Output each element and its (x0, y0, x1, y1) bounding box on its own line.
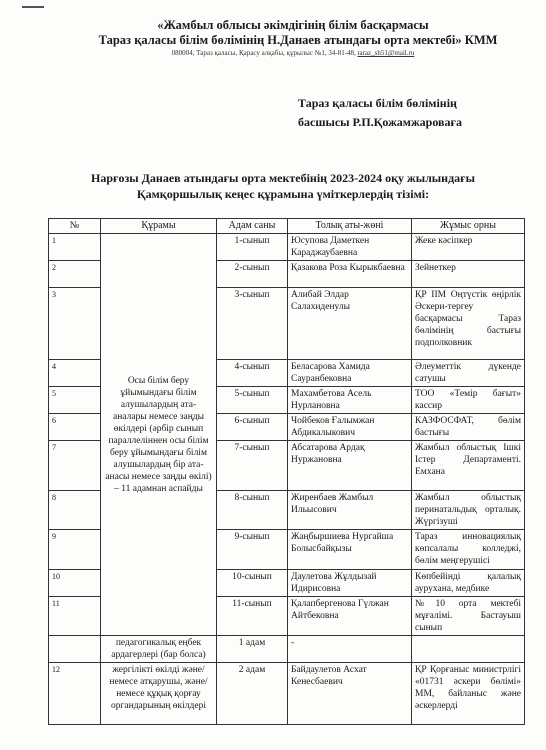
row-workplace: ҚР ІІМ Оңтүстік өңірлік Әскери-тергеу басқармасы Тараз бөлімінің бастығы подполковник (412, 288, 525, 360)
row-workplace: Жамбыл облыстық перинатальдық орталық. Жүргізуші (412, 491, 525, 530)
row-class: 5-сынып (217, 387, 288, 414)
header-fullname: Толық аты-жөні (288, 219, 412, 234)
row-fullname: - (288, 636, 412, 663)
letterhead-line-2: Тараз қаласы білім бөлімінің Н.Данаев атындағы орта мектебі» КММ (98, 33, 498, 47)
header-count: Адам саны (217, 219, 288, 234)
row-class: 2-сынып (217, 261, 288, 288)
header-composition: Құрамы (101, 219, 217, 234)
row-workplace: Әлеуметтік дүкенде сатушы (412, 360, 525, 387)
row-fullname: Жаңбыршиева Нургайша Болысбайқызы (288, 530, 412, 570)
row-class: 3-сынып (217, 288, 288, 360)
addressee-block (298, 94, 462, 132)
row-class: 6-сынып (217, 414, 288, 441)
row-workplace: Тараз инновациялық көпсалалы колледжі, бөлім меңгерушісі (412, 530, 525, 570)
row-fullname: Даулетова Жұлдызай Идирисовна (288, 570, 412, 597)
title-line-1: Нарғозы Данаев атындағы орта мектебінің 2023-2024 оқу жылындағы (91, 171, 475, 185)
row-class: 7-сынып (217, 441, 288, 491)
row-fullname: Чойбеков Ғалымжан Абдикалыкович (288, 414, 412, 441)
address-text: 080004, Тараз қаласы, Қарасу алқабы, құрылыс №1, 34-81-48, (171, 49, 356, 57)
row-workplace: №10 орта мектебі мұғалімі. Бастауыш сынып (412, 597, 525, 636)
row-workplace: Жеке кәсіпкер (412, 234, 525, 261)
table-header-row (49, 219, 525, 234)
top-rule (22, 6, 44, 8)
row-fullname: Қалапбергенова Гүлжан Айтбековна (288, 597, 412, 636)
table-row (49, 663, 525, 725)
candidates-table (48, 218, 525, 725)
row-fullname: Байдаулетов Асхат Кенесбаевич (288, 663, 412, 725)
row-fullname: Беласарова Хамида Сауранбековна (288, 360, 412, 387)
addressee-line-2: басшысы Р.П.Қожамжароваға (298, 115, 462, 129)
row-num: 6 (49, 414, 101, 441)
row-workplace (412, 636, 525, 663)
row-fullname: Махамбетова Асель Нурлановна (288, 387, 412, 414)
row-workplace: КАЗФОСФАТ, бөлім бастығы (412, 414, 525, 441)
email-link[interactable]: taraz_sh51@mail.ru (357, 49, 415, 57)
parents-group-description: Осы білім беру ұйымындағы білім алушылардың ата-аналары немесе заңды өкілдері (әрбір сынып параллеліннен осы білім беру ұйымындағы білім алушылардың бір ата-анасы немесе заңды өкілі) – 11 адамнан аспайды (101, 234, 217, 636)
row-num: 10 (49, 570, 101, 597)
header-workplace: Жұмыс орны (412, 219, 525, 234)
row-num: 4 (49, 360, 101, 387)
row-fullname: Қазакова Роза Кырыкбаевна (288, 261, 412, 288)
row-class: 9-сынып (217, 530, 288, 570)
row-workplace: Зейнеткер (412, 261, 525, 288)
row-class: 10-сынып (217, 570, 288, 597)
letterhead-address (0, 48, 546, 58)
table-row (49, 234, 525, 261)
row-num: 3 (49, 288, 101, 360)
addressee-line-1: Тараз қаласы білім бөлімінің (298, 96, 457, 110)
letterhead-line-1: «Жамбыл облысы әкімдігінің білім басқармасы (157, 18, 429, 32)
title-line-2: Қамқоршылық кеңес құрамына үміткерлердің тізімі: (136, 187, 430, 201)
table-row (49, 636, 525, 663)
row-class: 1 адам (217, 636, 288, 663)
row-class: 4-сынып (217, 360, 288, 387)
letterhead (0, 18, 546, 58)
row-fullname: Абсатарова Ардақ Нуржановна (288, 441, 412, 491)
row-num (49, 636, 101, 663)
row-class: 1-сынып (217, 234, 288, 261)
row-fullname: Жиренбаев Жамбыл Ильысович (288, 491, 412, 530)
row-num: 7 (49, 441, 101, 491)
row-workplace: Көпбейінді қалалық аурухана, медбике (412, 570, 525, 597)
row-num: 2 (49, 261, 101, 288)
row-fullname: Юсупова Даметкен Караджаубаевна (288, 234, 412, 261)
row-fullname: Алибай Элдар Салахиденулы (288, 288, 412, 360)
row-workplace: ТОО «Темір бағыт» кассир (412, 387, 525, 414)
row-workplace: ҚР Қорғаныс министрлігі «01731 әскери бөлімі» ММ, байланыс және әскерлерді (412, 663, 525, 725)
row-num: 12 (49, 663, 101, 725)
row-num: 5 (49, 387, 101, 414)
row-num: 9 (49, 530, 101, 570)
row-num: 11 (49, 597, 101, 636)
veterans-composition: педагогикалық еңбек ардагерлері (бар болса) (101, 636, 217, 663)
row-class: 2 адам (217, 663, 288, 725)
header-num: № (49, 219, 101, 234)
row-num: 1 (49, 234, 101, 261)
row-workplace: Жамбыл облыстық Ішкі Істер Департаменті. Емхана (412, 441, 525, 491)
document-title (0, 170, 546, 202)
row-num: 8 (49, 491, 101, 530)
row-class: 8-сынып (217, 491, 288, 530)
row-class: 11-сынып (217, 597, 288, 636)
officials-composition: жергілікті өкілді және/немесе атқарушы, және/немесе құқық қорғау органдарының өкілдері (101, 663, 217, 725)
